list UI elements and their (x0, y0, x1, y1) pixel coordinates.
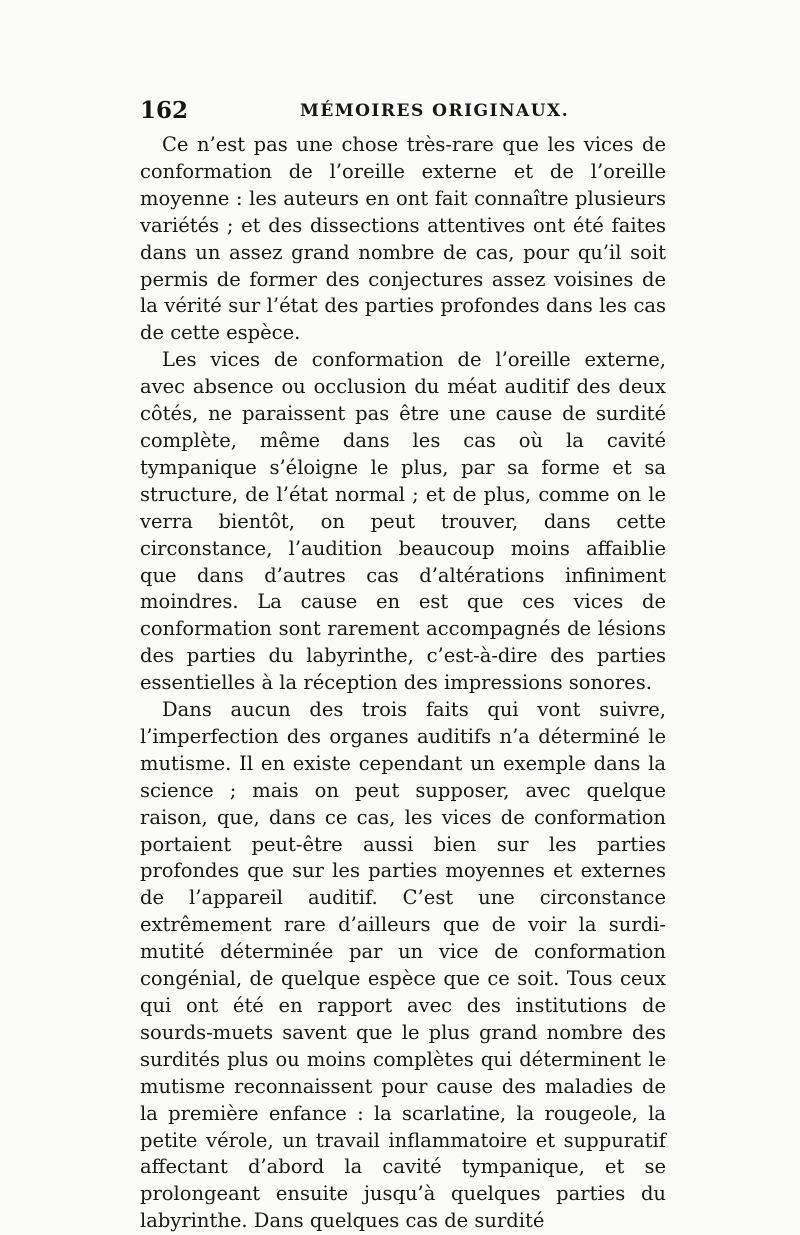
paragraph-3: Dans aucun des trois faits qui vont suivre, l’imperfection des organes auditifs n’a déterminé le mutisme. Il en existe cependant un exemple dans la science ; mais on peut supposer, avec quelque raison, que, dans ce cas, les vices de conformation portaient peut-être aussi bien sur les parties profondes que sur les parties moyennes et externes de l’appareil auditif. C’est une circonstance extrêmement rare d’ailleurs que de voir la surdi-mutité déterminée par un vice de conformation congénial, de quelque espèce que ce soit. Tous ceux qui ont été en rapport avec des institutions de sourds-muets savent que le plus grand nombre des surdités plus ou moins complètes qui déterminent le mutisme reconnaissent pour cause des maladies de la première enfance : la scarlatine, la rougeole, la petite vérole, un travail inflammatoire et suppuratif affectant d’abord la cavité tympanique, et se prolongeant ensuite jusqu’à quelques parties du labyrinthe. Dans quelques cas de surdité (140, 698, 666, 1233)
paragraph-2: Les vices de conformation de l’oreille externe, avec absence ou occlusion du méat auditif des deux côtés, ne paraissent pas être une cause de surdité complète, même dans les cas où la cavité tympanique s’éloigne le plus, par sa forme et sa structure, de l’état normal ; et de plus, comme on le verra bientôt, on peut trouver, dans cette circonstance, l’audition beaucoup moins affaiblie que dans d’autres cas d’altérations infiniment moindres. La cause en est que ces vices de conformation sont rarement accompagnés de lésions des parties du labyrinthe, c’est-à-dire des parties essentielles à la réception des impressions sonores. (140, 348, 666, 695)
paragraph-1: Ce n’est pas une chose très-rare que les vices de conformation de l’oreille externe et de l’oreille moyenne : les auteurs en ont fait connaître plusieurs variétés ; et des dissections attentives ont été faites dans un assez grand nombre de cas, pour qu’il soit permis de former des conjectures assez voisines de la vérité sur l’état des parties profondes dans les cas de cette espèce. (140, 133, 666, 345)
body-text (140, 132, 666, 1235)
running-title: MÉMOIRES ORIGINAUX. (300, 101, 570, 121)
page-header (140, 96, 666, 126)
page-number: 162 (140, 97, 189, 124)
